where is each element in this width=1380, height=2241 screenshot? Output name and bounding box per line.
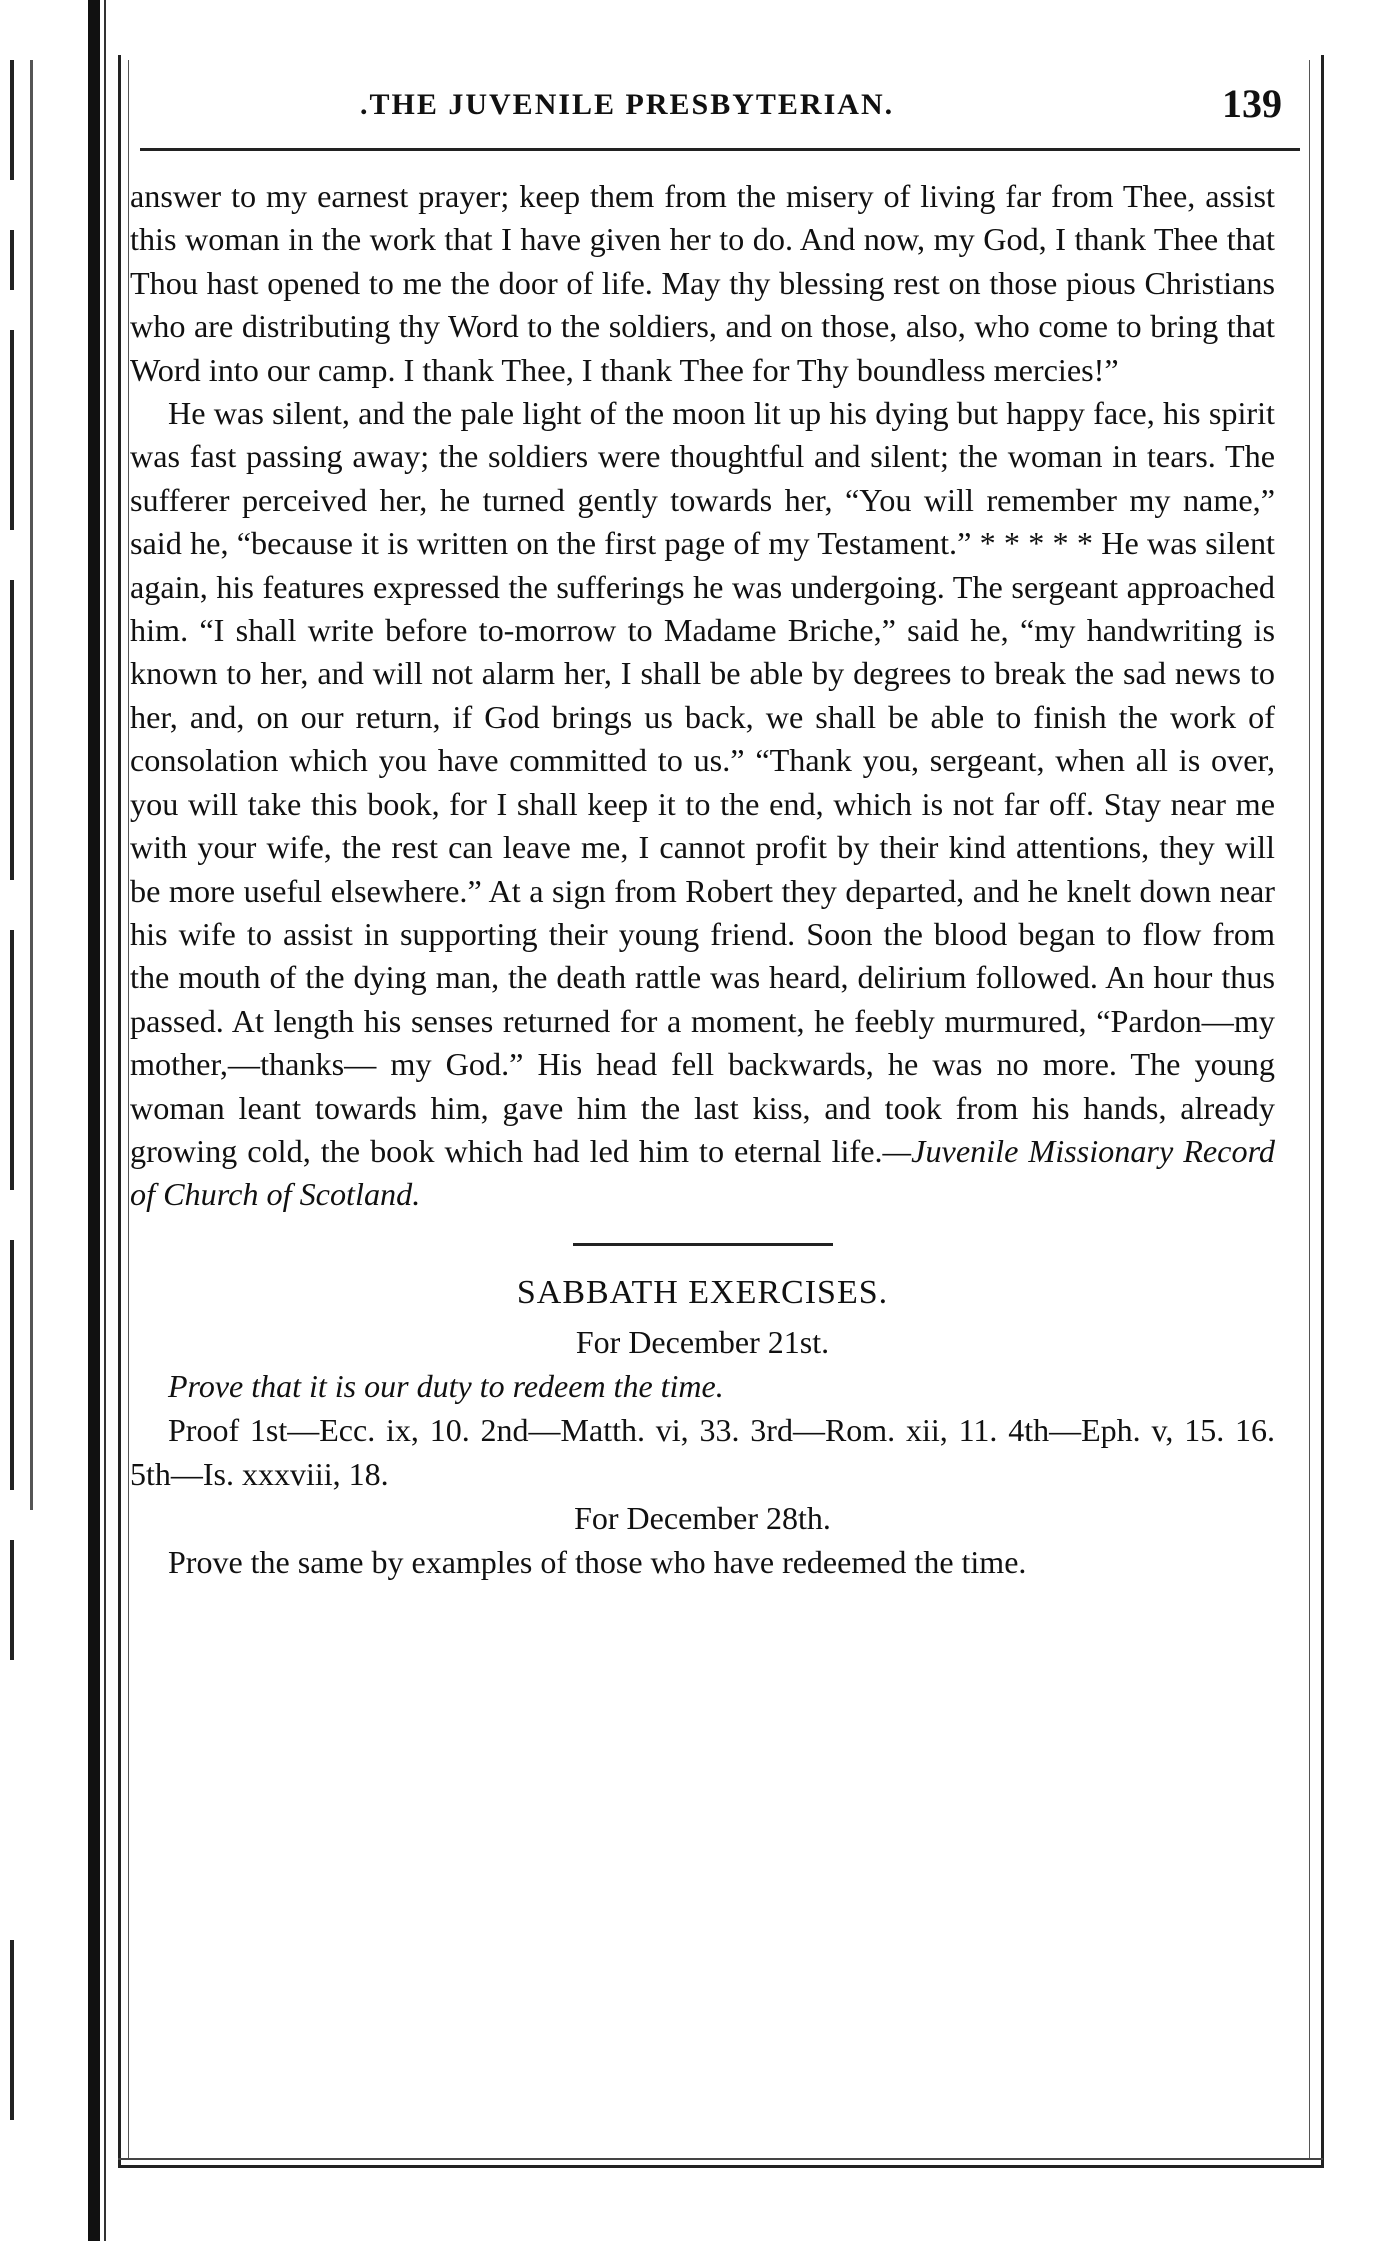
binding-rule-thin [104,0,106,2241]
exercise-topic-1: Prove that it is our duty to redeem the time. [168,1367,724,1404]
page-content [130,175,1275,1584]
exercise-proofs-1: Proof 1st—Ecc. ix, 10. 2nd—Matth. vi, 33. 3rd—Rom. xii, 11. 4th—Eph. v, 15. 16. 5th—Is. xxxviii, 18. [130,1411,1275,1492]
exercise-topic-2: Prove the same by examples of those who have redeemed the time. [168,1543,1027,1580]
paragraph-continued: answer to my earnest prayer; keep them from the misery of living far from Thee, assist this woman in the work that I have given her to do. And now, my God, I thank Thee that Thou hast opened to me the door of life. May thy blessing rest on those pious Christians who are distributing thy Word to the soldiers, and on those, also, who come to bring that Word into our camp. I thank Thee, I thank Thee for Thy boundless mercies!” [130,178,1275,388]
source-citation: —Juvenile Missionary Record of Church of Scotland. [130,1132,1275,1213]
bottom-rule [118,2158,1323,2160]
section-title: SABBATH EXERCISES. [516,1273,889,1311]
journal-title: .THE JUVENILE PRESBYTERIAN. [360,88,895,121]
header-rule [140,148,1300,151]
page-number: 139 [1222,81,1282,126]
exercise-date-1: For December 21st. [575,1323,830,1360]
section-divider [573,1243,833,1246]
binding-rule-heavy [88,0,100,2241]
paragraph-narrative [130,392,1275,1217]
paragraph-text: He was silent, and the pale light of the moon lit up his dying but happy face, his spirit was fast passing away; the soldiers were thoughtful and silent; the woman in tears. The sufferer perceived her, he turned gently towards her, “You will remember my name,” said he, “because it is written on the first page of my Testament.” * * * * * He was silent again, his features expressed the sufferings he was undergoing. The sergeant approached him. “I shall write before to-morrow to Madame Briche,” said he, “my handwriting is known to her, and will not alarm her, I shall be able by degrees to break the sad news to her, and, on our return, if God brings us back, we shall be able to finish the work of consolation which you have committed to us.” “Thank you, sergeant, when all is over, you will take this book, for I shall keep it to the end, which is not far off. Stay near me with your wife, the rest can leave me, I cannot profit by their kind attentions, they will be more useful elsewhere.” At a sign from Robert they departed, and he knelt down near his wife to assist in supporting their young friend. Soon the blood began to flow from the mouth of the dying man, the death rattle was heard, delirium followed. An hour thus passed. At length his senses returned for a moment, he feebly murmured, “Pardon—my mother,—thanks— my God.” His head fell backwards, he was no more. The young woman leant towards him, gave him the last kiss, and took from his hands, already growing cold, the book which had led him to eternal life. [130,395,1275,1169]
running-header [140,80,1290,140]
binding-edge-marks [0,0,70,2241]
exercise-date-2: For December 28th. [574,1499,831,1536]
